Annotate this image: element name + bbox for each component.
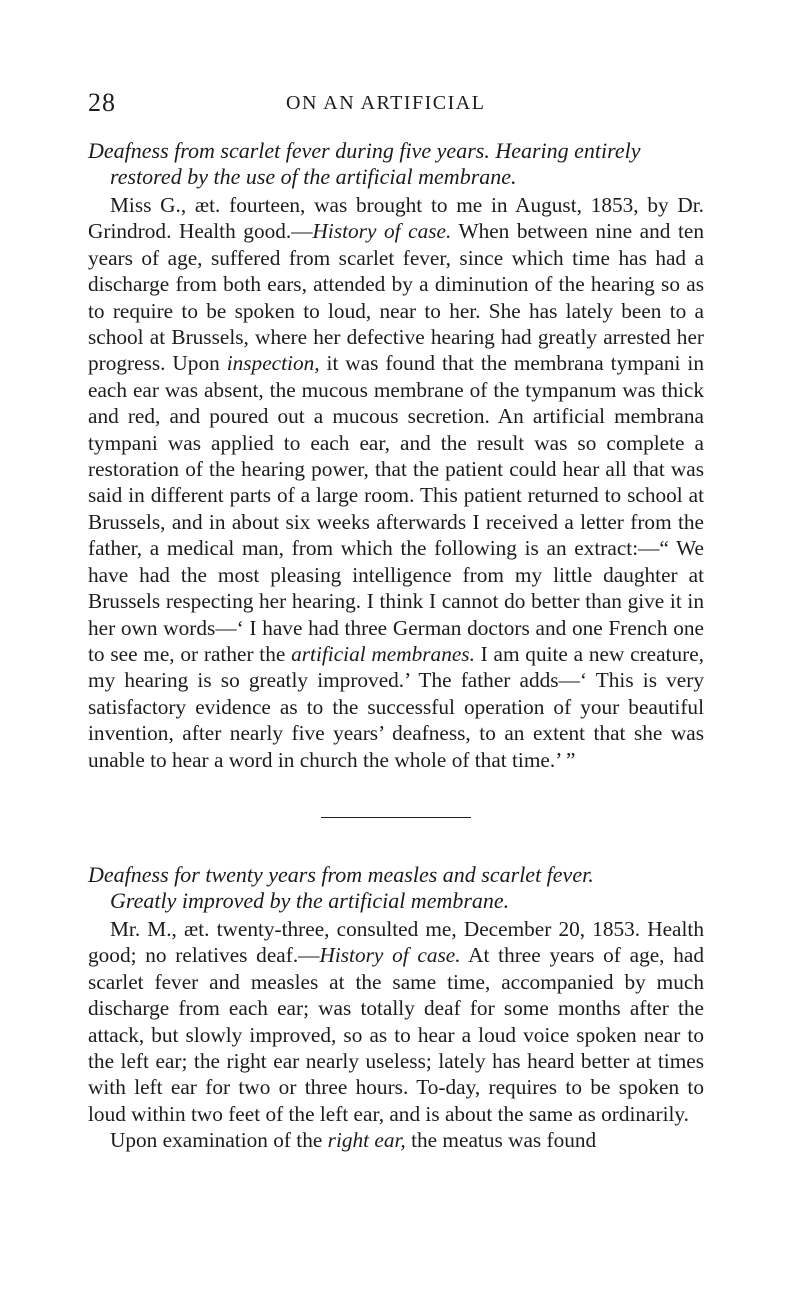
case2-paragraph xyxy=(88,916,704,1127)
section-divider xyxy=(321,817,471,818)
case2-heading-line1: Deafness for twenty years from measles and scarlet fever. xyxy=(88,861,594,887)
case1-heading-line2: restored by the use of the artificial membrane. xyxy=(110,164,517,189)
case1-text-d: I am quite a new creature, my hearing is so greatly improved.’ The father adds—‘ This is very satisfactory evidence as to the successful operation of your beautiful invention, after nearly five years’ deafness, to an extent that she was unable to hear a word in church the whole of that time.’ ” xyxy=(88,641,704,772)
case1-text-b: When between nine and ten years of age, suffered from scarlet fever, since which time has had a discharge from both ears, attended by a diminution of the hearing so as to require to be spoken to loud, near to her. She has lately been to a school at Brussels, where her defective hearing had greatly arrested her progress. Upon xyxy=(88,219,704,376)
case1-text-a: Miss G., æt. fourteen, was brought to me in August, 1853, by Dr. Grindrod. Health good.— xyxy=(88,193,704,244)
case1-heading xyxy=(88,138,704,190)
case2-paragraph-2 xyxy=(88,1127,704,1153)
case2-heading xyxy=(88,862,704,914)
case1-inspection-label: inspection, xyxy=(226,351,320,376)
case1-text-c: it was found that the membrana tympani in each ear was absent, the mucous membrane of the tympanum was thick and red, and poured out a mucous secretion. An artificial membrana tympani was applied to each ear, and the result was so complete a restoration of the hearing power, that the patient could hear all that was said in different parts of a large room. This patient returned to school at Brussels, and in about six weeks afterwards I received a letter from the father, a medical man, from which the following is an extract:—“ We have had the most pleasing intelligence from my little daughter at Brussels respecting her hearing. I think I cannot do better than give it in her own words—‘ I have had three German doctors and one French one to see me, or rather the xyxy=(88,351,704,666)
case2-heading-line2: Greatly improved by the artificial membrane. xyxy=(110,887,510,913)
case2-text-c: Upon examination of the xyxy=(110,1128,328,1153)
page-header xyxy=(88,88,698,118)
page-body xyxy=(88,138,704,1154)
case2-text-d: the meatus was found xyxy=(405,1128,597,1153)
case1-paragraph xyxy=(88,192,704,773)
page-number: 28 xyxy=(88,88,116,117)
case1-history-label: History of case. xyxy=(312,219,452,244)
case2-right-ear: right ear, xyxy=(327,1128,406,1153)
case2-text-b: At three years of age, had scarlet fever and measles at the same time, accompanied by much discharge from each ear; was totally deaf for some months after the attack, but slowly improved, so as to hear a loud voice spoken near to the left ear; the right ear nearly useless; lately has heard better at times with left ear for two or three hours. To-day, requires to be spoken to loud within two feet of the left ear, and is about the same as ordinarily. xyxy=(88,943,704,1126)
case1-artificial-membranes: artificial membranes. xyxy=(291,641,475,666)
case1-heading-line1: Deafness from scarlet fever during five years. Hearing entirely xyxy=(88,138,641,163)
case2-history-label: History of case. xyxy=(319,943,461,968)
case2-text-a: Mr. M., æt. twenty-three, consulted me, December 20, 1853. Health good; no relatives deaf.— xyxy=(88,916,704,968)
running-title: ON AN ARTIFICIAL xyxy=(286,92,486,114)
